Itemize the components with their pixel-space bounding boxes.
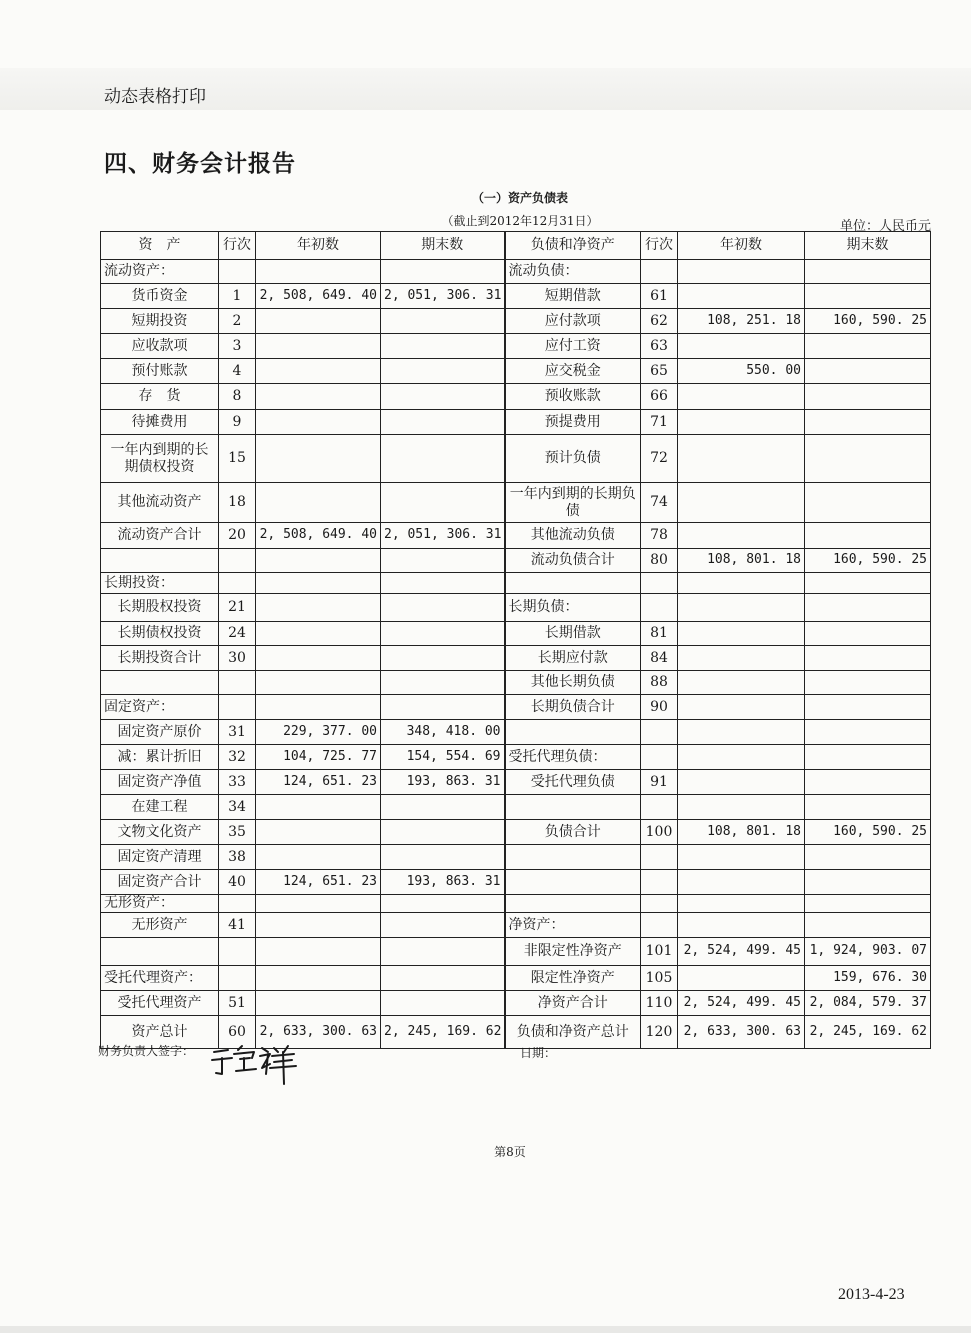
amount-cell bbox=[381, 549, 505, 573]
item-label: 受托代理资产： bbox=[101, 966, 219, 991]
amount-cell bbox=[381, 938, 505, 966]
line-number bbox=[641, 913, 678, 938]
amount-cell bbox=[381, 594, 505, 622]
table-row bbox=[101, 594, 931, 622]
currency-unit: 单位：人民币元 bbox=[839, 219, 931, 234]
item-label: 受托代理负债 bbox=[505, 770, 641, 795]
amount-cell bbox=[381, 991, 505, 1016]
column-header: 行次 bbox=[641, 232, 678, 260]
amount-cell bbox=[256, 695, 381, 720]
line-number bbox=[641, 594, 678, 622]
table-row bbox=[101, 745, 931, 770]
item-label: 其他长期负债 bbox=[505, 671, 641, 695]
amount-cell bbox=[678, 695, 805, 720]
table-row bbox=[101, 991, 931, 1016]
item-label: 短期借款 bbox=[505, 284, 641, 309]
amount-cell: 2, 245, 169. 62 bbox=[381, 1016, 505, 1049]
item-label: 存 货 bbox=[101, 384, 219, 410]
table-row bbox=[101, 284, 931, 309]
item-label: 一年内到期的长期债权投资 bbox=[101, 435, 219, 483]
line-number: 63 bbox=[641, 334, 678, 359]
line-number bbox=[219, 260, 256, 284]
amount-cell bbox=[256, 410, 381, 435]
amount-cell bbox=[678, 573, 805, 594]
line-number bbox=[219, 549, 256, 573]
item-label: 应付款项 bbox=[505, 309, 641, 334]
item-label: 固定资产合计 bbox=[101, 870, 219, 895]
amount-cell bbox=[678, 845, 805, 870]
table-title: （一）资产负债表 bbox=[471, 191, 568, 205]
line-number: 61 bbox=[641, 284, 678, 309]
amount-cell: 108, 251. 18 bbox=[678, 309, 805, 334]
item-label: 长期应付款 bbox=[505, 646, 641, 671]
amount-cell bbox=[805, 745, 931, 770]
amount-cell bbox=[381, 646, 505, 671]
item-label: 固定资产清理 bbox=[101, 845, 219, 870]
line-number: 120 bbox=[641, 1016, 678, 1049]
amount-cell bbox=[678, 745, 805, 770]
amount-cell: 348, 418. 00 bbox=[381, 720, 505, 745]
signer-label: 财务负责人签字： bbox=[98, 1044, 195, 1058]
amount-cell: 1, 924, 903. 07 bbox=[805, 938, 931, 966]
line-number: 62 bbox=[641, 309, 678, 334]
amount-cell bbox=[678, 966, 805, 991]
page-number: 第8页 bbox=[494, 1145, 526, 1159]
line-number: 74 bbox=[641, 483, 678, 523]
balance-sheet-table bbox=[100, 231, 931, 1049]
item-label: 流动资产合计 bbox=[101, 523, 219, 549]
amount-cell bbox=[805, 384, 931, 410]
amount-cell bbox=[805, 770, 931, 795]
table-row bbox=[101, 359, 931, 384]
amount-cell bbox=[805, 622, 931, 646]
amount-cell bbox=[256, 671, 381, 695]
amount-cell bbox=[381, 695, 505, 720]
line-number: 40 bbox=[219, 870, 256, 895]
item-label: 固定资产： bbox=[101, 695, 219, 720]
item-label: 资产总计 bbox=[101, 1016, 219, 1049]
item-label: 无形资产： bbox=[101, 895, 219, 913]
table-row bbox=[101, 870, 931, 895]
table-row bbox=[101, 334, 931, 359]
amount-cell bbox=[805, 523, 931, 549]
line-number: 84 bbox=[641, 646, 678, 671]
amount-cell: 2, 524, 499. 45 bbox=[678, 991, 805, 1016]
amount-cell bbox=[381, 795, 505, 820]
amount-cell bbox=[381, 913, 505, 938]
amount-cell bbox=[381, 359, 505, 384]
amount-cell bbox=[805, 573, 931, 594]
amount-cell: 2, 524, 499. 45 bbox=[678, 938, 805, 966]
line-number bbox=[641, 720, 678, 745]
line-number: 8 bbox=[219, 384, 256, 410]
item-label: 预付账款 bbox=[101, 359, 219, 384]
amount-cell bbox=[805, 870, 931, 895]
amount-cell bbox=[381, 845, 505, 870]
amount-cell: 159, 676. 30 bbox=[805, 966, 931, 991]
line-number: 88 bbox=[641, 671, 678, 695]
amount-cell: 193, 863. 31 bbox=[381, 770, 505, 795]
item-label: 长期投资： bbox=[101, 573, 219, 594]
line-number: 78 bbox=[641, 523, 678, 549]
amount-cell bbox=[805, 334, 931, 359]
table-row bbox=[101, 435, 931, 483]
amount-cell bbox=[256, 435, 381, 483]
item-label: 受托代理负债： bbox=[505, 745, 641, 770]
amount-cell: 229, 377. 00 bbox=[256, 720, 381, 745]
amount-cell bbox=[678, 410, 805, 435]
table-header-row bbox=[101, 232, 931, 260]
amount-cell: 154, 554. 69 bbox=[381, 745, 505, 770]
item-label: 无形资产 bbox=[101, 913, 219, 938]
item-label: 受托代理资产 bbox=[101, 991, 219, 1016]
amount-cell bbox=[256, 938, 381, 966]
item-label: 非限定性净资产 bbox=[505, 938, 641, 966]
amount-cell: 124, 651. 23 bbox=[256, 770, 381, 795]
line-number: 80 bbox=[641, 549, 678, 573]
item-label: 货币资金 bbox=[101, 284, 219, 309]
amount-cell bbox=[256, 573, 381, 594]
item-label: 固定资产原价 bbox=[101, 720, 219, 745]
amount-cell bbox=[256, 845, 381, 870]
amount-cell: 2, 084, 579. 37 bbox=[805, 991, 931, 1016]
table-row bbox=[101, 410, 931, 435]
amount-cell bbox=[381, 483, 505, 523]
line-number: 21 bbox=[219, 594, 256, 622]
item-label: 长期投资合计 bbox=[101, 646, 219, 671]
item-label: 短期投资 bbox=[101, 309, 219, 334]
amount-cell bbox=[805, 359, 931, 384]
item-label: 应交税金 bbox=[505, 359, 641, 384]
amount-cell: 104, 725. 77 bbox=[256, 745, 381, 770]
item-label: 净资产： bbox=[505, 913, 641, 938]
item-label: 长期负债： bbox=[505, 594, 641, 622]
line-number: 9 bbox=[219, 410, 256, 435]
line-number: 3 bbox=[219, 334, 256, 359]
line-number: 66 bbox=[641, 384, 678, 410]
line-number: 71 bbox=[641, 410, 678, 435]
item-label bbox=[505, 795, 641, 820]
item-label: 预提费用 bbox=[505, 410, 641, 435]
amount-cell: 2, 633, 300. 63 bbox=[678, 1016, 805, 1049]
item-label bbox=[101, 938, 219, 966]
amount-cell bbox=[381, 260, 505, 284]
item-label: 负债合计 bbox=[505, 820, 641, 845]
line-number: 90 bbox=[641, 695, 678, 720]
line-number bbox=[219, 695, 256, 720]
amount-cell bbox=[678, 622, 805, 646]
item-label: 应付工资 bbox=[505, 334, 641, 359]
amount-cell bbox=[678, 594, 805, 622]
line-number: 81 bbox=[641, 622, 678, 646]
handwritten-signature bbox=[210, 1040, 300, 1090]
amount-cell: 108, 801. 18 bbox=[678, 549, 805, 573]
item-label: 净资产合计 bbox=[505, 991, 641, 1016]
line-number bbox=[219, 671, 256, 695]
line-number: 101 bbox=[641, 938, 678, 966]
item-label: 在建工程 bbox=[101, 795, 219, 820]
amount-cell bbox=[805, 260, 931, 284]
item-label: 长期负债合计 bbox=[505, 695, 641, 720]
line-number bbox=[641, 895, 678, 913]
amount-cell bbox=[256, 966, 381, 991]
item-label bbox=[505, 720, 641, 745]
column-header: 期末数 bbox=[805, 232, 931, 260]
line-number: 33 bbox=[219, 770, 256, 795]
table-row bbox=[101, 845, 931, 870]
line-number bbox=[641, 845, 678, 870]
amount-cell: 160, 590. 25 bbox=[805, 549, 931, 573]
line-number: 110 bbox=[641, 991, 678, 1016]
line-number bbox=[641, 745, 678, 770]
amount-cell: 2, 633, 300. 63 bbox=[256, 1016, 381, 1049]
amount-cell bbox=[256, 820, 381, 845]
amount-cell bbox=[381, 895, 505, 913]
line-number: 41 bbox=[219, 913, 256, 938]
column-header: 资 产 bbox=[101, 232, 219, 260]
table-row bbox=[101, 523, 931, 549]
table-row bbox=[101, 895, 931, 913]
line-number: 105 bbox=[641, 966, 678, 991]
line-number: 15 bbox=[219, 435, 256, 483]
column-header: 期末数 bbox=[381, 232, 505, 260]
amount-cell bbox=[805, 720, 931, 745]
line-number: 72 bbox=[641, 435, 678, 483]
line-number bbox=[641, 870, 678, 895]
amount-cell bbox=[256, 549, 381, 573]
table-row bbox=[101, 483, 931, 523]
item-label: 长期借款 bbox=[505, 622, 641, 646]
item-label: 预计负债 bbox=[505, 435, 641, 483]
line-number bbox=[641, 260, 678, 284]
amount-cell: 124, 651. 23 bbox=[256, 870, 381, 895]
section-title: 四、财务会计报告 bbox=[104, 150, 296, 177]
amount-cell bbox=[678, 770, 805, 795]
amount-cell bbox=[678, 284, 805, 309]
amount-cell bbox=[256, 384, 381, 410]
amount-cell bbox=[805, 646, 931, 671]
table-row bbox=[101, 820, 931, 845]
table-row bbox=[101, 695, 931, 720]
amount-cell bbox=[256, 795, 381, 820]
amount-cell bbox=[381, 334, 505, 359]
line-number: 30 bbox=[219, 646, 256, 671]
line-number: 91 bbox=[641, 770, 678, 795]
amount-cell bbox=[381, 622, 505, 646]
amount-cell bbox=[381, 410, 505, 435]
amount-cell bbox=[678, 870, 805, 895]
line-number bbox=[219, 966, 256, 991]
table-row bbox=[101, 966, 931, 991]
amount-cell bbox=[805, 913, 931, 938]
item-label: 减：累计折旧 bbox=[101, 745, 219, 770]
item-label: 流动负债： bbox=[505, 260, 641, 284]
line-number: 24 bbox=[219, 622, 256, 646]
table-row bbox=[101, 913, 931, 938]
amount-cell bbox=[256, 594, 381, 622]
amount-cell bbox=[678, 523, 805, 549]
amount-cell: 2, 508, 649. 40 bbox=[256, 523, 381, 549]
amount-cell bbox=[678, 435, 805, 483]
amount-cell bbox=[805, 845, 931, 870]
table-row bbox=[101, 309, 931, 334]
column-header: 行次 bbox=[219, 232, 256, 260]
item-label: 预收账款 bbox=[505, 384, 641, 410]
amount-cell bbox=[805, 895, 931, 913]
table-row bbox=[101, 573, 931, 594]
amount-cell bbox=[381, 435, 505, 483]
line-number bbox=[219, 895, 256, 913]
amount-cell: 2, 051, 306. 31 bbox=[381, 523, 505, 549]
line-number: 65 bbox=[641, 359, 678, 384]
item-label: 一年内到期的长期负债 bbox=[505, 483, 641, 523]
amount-cell bbox=[256, 260, 381, 284]
amount-cell bbox=[678, 895, 805, 913]
amount-cell bbox=[805, 284, 931, 309]
table-row bbox=[101, 671, 931, 695]
amount-cell bbox=[256, 913, 381, 938]
line-number: 20 bbox=[219, 523, 256, 549]
amount-cell bbox=[805, 410, 931, 435]
item-label bbox=[505, 895, 641, 913]
date-label: 日期： bbox=[520, 1046, 557, 1060]
amount-cell bbox=[256, 646, 381, 671]
item-label: 固定资产净值 bbox=[101, 770, 219, 795]
item-label: 应收款项 bbox=[101, 334, 219, 359]
line-number: 35 bbox=[219, 820, 256, 845]
table-row bbox=[101, 549, 931, 573]
line-number: 32 bbox=[219, 745, 256, 770]
amount-cell bbox=[256, 359, 381, 384]
line-number: 18 bbox=[219, 483, 256, 523]
amount-cell bbox=[678, 795, 805, 820]
amount-cell: 193, 863. 31 bbox=[381, 870, 505, 895]
line-number: 38 bbox=[219, 845, 256, 870]
line-number bbox=[641, 573, 678, 594]
item-label: 长期债权投资 bbox=[101, 622, 219, 646]
line-number bbox=[219, 938, 256, 966]
amount-cell bbox=[678, 334, 805, 359]
item-label: 其他流动负债 bbox=[505, 523, 641, 549]
item-label bbox=[505, 845, 641, 870]
amount-cell bbox=[256, 895, 381, 913]
line-number: 34 bbox=[219, 795, 256, 820]
amount-cell bbox=[678, 913, 805, 938]
table-row bbox=[101, 720, 931, 745]
amount-cell bbox=[805, 483, 931, 523]
line-number: 51 bbox=[219, 991, 256, 1016]
item-label: 其他流动资产 bbox=[101, 483, 219, 523]
amount-cell bbox=[256, 334, 381, 359]
table-row bbox=[101, 770, 931, 795]
print-header: 动态表格打印 bbox=[104, 87, 206, 107]
amount-cell bbox=[678, 671, 805, 695]
amount-cell: 2, 245, 169. 62 bbox=[805, 1016, 931, 1049]
table-row bbox=[101, 260, 931, 284]
line-number: 100 bbox=[641, 820, 678, 845]
amount-cell bbox=[256, 622, 381, 646]
amount-cell bbox=[256, 309, 381, 334]
line-number bbox=[219, 573, 256, 594]
item-label: 长期股权投资 bbox=[101, 594, 219, 622]
amount-cell bbox=[805, 435, 931, 483]
item-label: 流动负债合计 bbox=[505, 549, 641, 573]
amount-cell bbox=[256, 483, 381, 523]
amount-cell bbox=[381, 384, 505, 410]
item-label: 待摊费用 bbox=[101, 410, 219, 435]
line-number: 4 bbox=[219, 359, 256, 384]
item-label: 限定性净资产 bbox=[505, 966, 641, 991]
amount-cell bbox=[256, 991, 381, 1016]
amount-cell: 2, 508, 649. 40 bbox=[256, 284, 381, 309]
amount-cell bbox=[381, 671, 505, 695]
amount-cell bbox=[381, 309, 505, 334]
table-row bbox=[101, 384, 931, 410]
bottom-strip bbox=[0, 1326, 971, 1333]
line-number: 1 bbox=[219, 284, 256, 309]
amount-cell: 160, 590. 25 bbox=[805, 309, 931, 334]
item-label bbox=[505, 573, 641, 594]
item-label: 流动资产： bbox=[101, 260, 219, 284]
amount-cell: 160, 590. 25 bbox=[805, 820, 931, 845]
amount-cell: 550. 00 bbox=[678, 359, 805, 384]
item-label bbox=[101, 671, 219, 695]
item-label: 负债和净资产总计 bbox=[505, 1016, 641, 1049]
print-date: 2013-4-23 bbox=[838, 1286, 905, 1303]
amount-cell bbox=[805, 795, 931, 820]
amount-cell bbox=[805, 671, 931, 695]
table-row bbox=[101, 795, 931, 820]
table-date: （截止到2012年12月31日） bbox=[441, 214, 599, 228]
amount-cell: 108, 801. 18 bbox=[678, 820, 805, 845]
table-row bbox=[101, 938, 931, 966]
amount-cell bbox=[381, 966, 505, 991]
column-header: 年初数 bbox=[678, 232, 805, 260]
amount-cell bbox=[381, 820, 505, 845]
amount-cell bbox=[381, 573, 505, 594]
table-row bbox=[101, 622, 931, 646]
amount-cell bbox=[678, 260, 805, 284]
amount-cell bbox=[678, 720, 805, 745]
item-label: 文物文化资产 bbox=[101, 820, 219, 845]
amount-cell bbox=[678, 384, 805, 410]
item-label bbox=[505, 870, 641, 895]
item-label bbox=[101, 549, 219, 573]
line-number: 2 bbox=[219, 309, 256, 334]
line-number bbox=[641, 795, 678, 820]
amount-cell bbox=[805, 695, 931, 720]
table-row bbox=[101, 646, 931, 671]
column-header: 负债和净资产 bbox=[505, 232, 641, 260]
amount-cell bbox=[805, 594, 931, 622]
amount-cell: 2, 051, 306. 31 bbox=[381, 284, 505, 309]
amount-cell bbox=[678, 483, 805, 523]
amount-cell bbox=[678, 646, 805, 671]
line-number: 31 bbox=[219, 720, 256, 745]
line-number: 60 bbox=[219, 1016, 256, 1049]
column-header: 年初数 bbox=[256, 232, 381, 260]
